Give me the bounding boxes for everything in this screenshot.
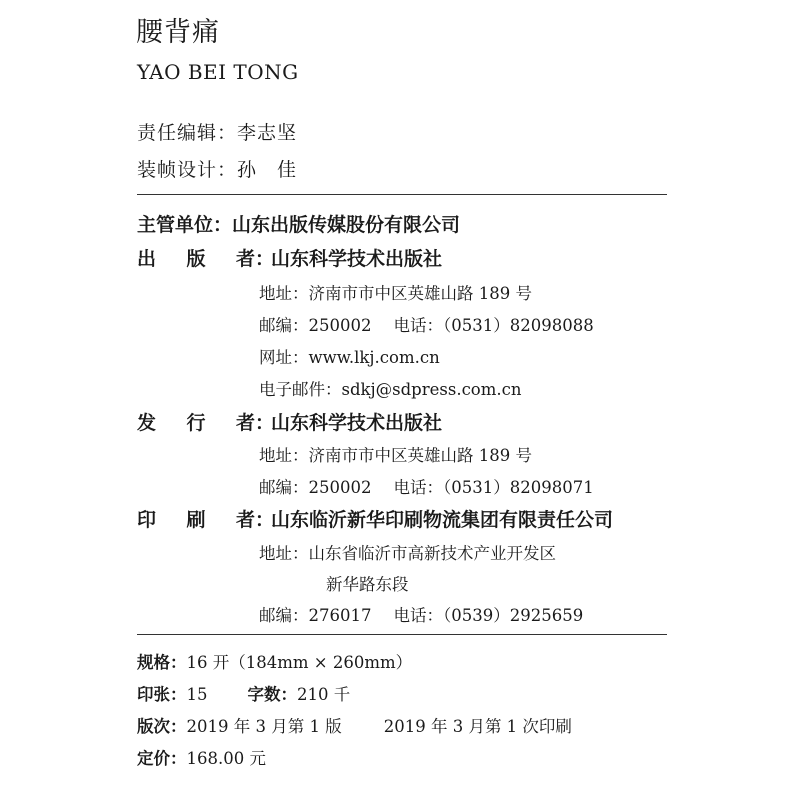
credit-editor-value: 李志坚 [237,122,298,144]
publisher-address-value: 济南市市中区英雄山路 189 号 [308,284,532,303]
publisher-email-label: 电子邮件： [259,380,342,399]
printer-colon: ： [255,509,275,531]
printer-label: 印 刷 者 [137,509,255,531]
distributor-phone: （0531）82098071 [443,478,594,497]
distributor-postcode-label: 邮编： [259,478,309,497]
spec-price [137,745,266,769]
publisher-colon: ： [255,248,275,270]
publisher-phone-label: 电话： [393,316,443,335]
publisher-phone: （0531）82098088 [443,316,594,335]
publisher-website-label: 网址： [259,348,309,367]
supervisor-label: 主管单位： [137,214,233,236]
distributor-phone-label: 电话： [393,478,443,497]
printer-address [259,540,556,564]
distributor-colon: ： [255,412,275,434]
spec-format-value: 16 开（184mm × 260mm） [186,653,413,672]
printer-postcode: 276017 [308,606,372,625]
credit-designer [137,155,297,182]
publisher-contact [259,312,594,336]
book-title-pinyin: YAO BEI TONG [137,60,299,84]
distributor-address-value: 济南市市中区英雄山路 189 号 [308,446,532,465]
spec-edition-value: 2019 年 3 月第 1 版 [186,717,342,736]
divider-top [137,194,667,195]
credit-editor-label: 责任编辑： [137,122,238,144]
publisher-row [137,244,442,271]
publisher-postcode-label: 邮编： [259,316,309,335]
publisher-address [259,280,532,304]
divider-bottom [137,634,667,635]
spec-printing-value: 2019 年 3 月第 1 次印刷 [383,717,572,736]
spec-sheets-words [137,681,350,705]
spec-format-label: 规格： [137,653,187,672]
publisher-name: 山东科学技术出版社 [271,248,443,270]
spec-words-label: 字数： [247,685,297,704]
distributor-contact [259,474,594,498]
printer-phone-label: 电话： [393,606,443,625]
publisher-label: 出 版 者 [137,248,255,270]
publisher-website [259,344,440,368]
printer-row [137,505,613,532]
spec-format [137,649,412,673]
publisher-website-value: www.lkj.com.cn [308,348,440,367]
spec-price-label: 定价： [137,749,187,768]
spec-price-value: 168.00 元 [186,749,266,768]
distributor-label: 发 行 者 [137,412,255,434]
publisher-postcode: 250002 [308,316,372,335]
spec-words-value: 210 千 [297,685,351,704]
publisher-email [259,376,522,400]
distributor-name: 山东科学技术出版社 [271,412,443,434]
credit-designer-value: 孙 佳 [237,159,298,181]
supervisor-name: 山东出版传媒股份有限公司 [232,214,461,236]
printer-phone: （0539）2925659 [443,606,584,625]
spec-sheets-label: 印张： [137,685,187,704]
printer-address-label: 地址： [259,544,309,563]
credit-editor [137,118,297,145]
distributor-address [259,442,532,466]
printer-name: 山东临沂新华印刷物流集团有限责任公司 [271,509,614,531]
printer-address-line2: 新华路东段 [326,575,409,594]
spec-edition [137,713,572,737]
distributor-row [137,408,442,435]
supervisor-row [137,210,460,237]
printer-contact [259,602,583,626]
spec-edition-label: 版次： [137,717,187,736]
distributor-postcode: 250002 [308,478,372,497]
credit-designer-label: 装帧设计： [137,159,238,181]
book-title: 腰背痛 [136,17,220,48]
spec-sheets-value: 15 [186,685,208,704]
printer-postcode-label: 邮编： [259,606,309,625]
publisher-email-value: sdkj@sdpress.com.cn [341,380,522,399]
distributor-address-label: 地址： [259,446,309,465]
publisher-address-label: 地址： [259,284,309,303]
printer-address-line1: 山东省临沂市高新技术产业开发区 [308,544,556,563]
